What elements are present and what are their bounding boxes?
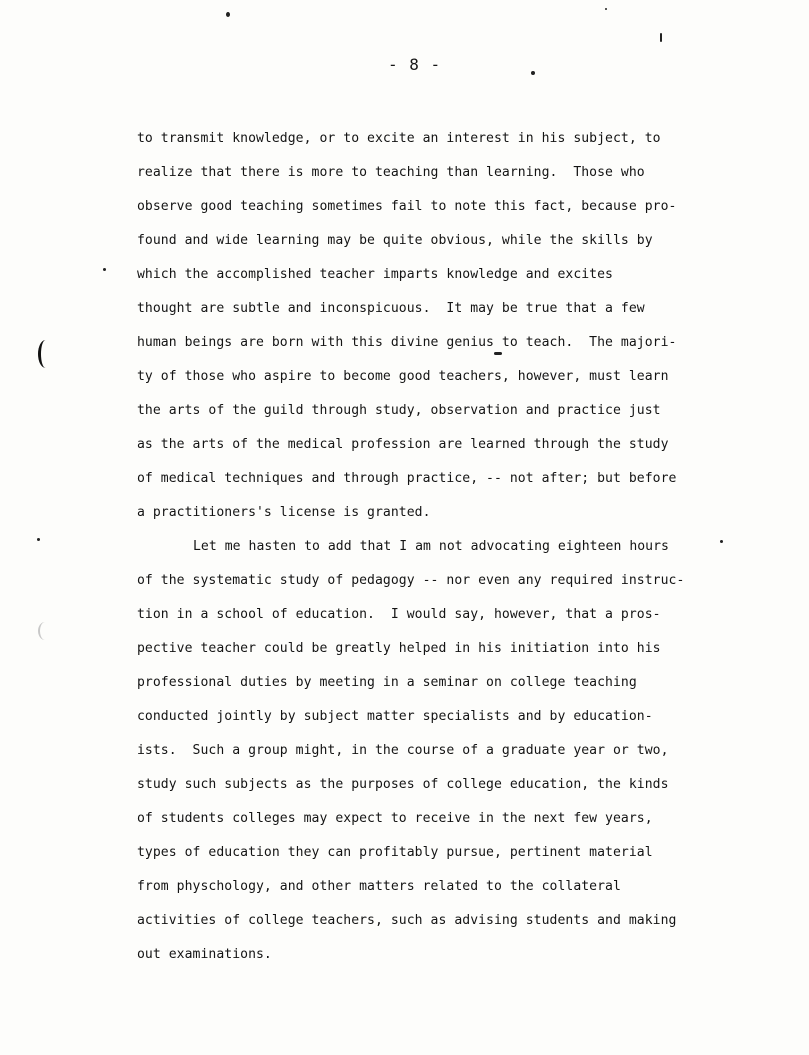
paragraph-1 (137, 122, 737, 530)
text-line: from physchology, and other matters related to the collateral (137, 879, 621, 894)
text-line: of students colleges may expect to receive in the next few years, (137, 811, 653, 826)
text-line: as the arts of the medical profession are learned through the study (137, 437, 669, 452)
scan-speck (226, 12, 230, 17)
text-line: conducted jointly by subject matter specialists and by education- (137, 709, 653, 724)
text-line: study such subjects as the purposes of college education, the kinds (137, 777, 669, 792)
text-line: realize that there is more to teaching than learning. Those who (137, 165, 645, 180)
text-line: human beings are born with this divine genius to teach. The majori- (137, 335, 677, 350)
text-line: types of education they can profitably pursue, pertinent material (137, 845, 653, 860)
text-line: activities of college teachers, such as advising students and making (137, 913, 677, 928)
text-line: a practitioners's license is granted. (137, 505, 431, 520)
text-line: the arts of the guild through study, observation and practice just (137, 403, 661, 418)
margin-mark-faint (38, 622, 52, 640)
text-line: of medical techniques and through practice, -- not after; but before (137, 471, 677, 486)
document-body (137, 122, 737, 972)
text-line: to transmit knowledge, or to excite an interest in his subject, to (137, 131, 661, 146)
paragraph-2 (137, 530, 737, 972)
text-line: thought are subtle and inconspicuous. It may be true that a few (137, 301, 645, 316)
scan-speck (103, 268, 106, 271)
scan-speck (37, 538, 40, 541)
text-line: tion in a school of education. I would say, however, that a pros- (137, 607, 661, 622)
scan-speck (605, 8, 607, 10)
text-line: Let me hasten to add that I am not advocating eighteen hours (193, 539, 669, 554)
text-line: which the accomplished teacher imparts knowledge and excites (137, 267, 613, 282)
text-line: out examinations. (137, 947, 272, 962)
text-line: ists. Such a group might, in the course of a graduate year or two, (137, 743, 669, 758)
text-line: observe good teaching sometimes fail to note this fact, because pro- (137, 199, 677, 214)
margin-mark (38, 340, 53, 368)
page-number: - 8 - (388, 55, 442, 74)
text-line: ty of those who aspire to become good teachers, however, must learn (137, 369, 669, 384)
text-line: pective teacher could be greatly helped in his initiation into his (137, 641, 661, 656)
text-line: of the systematic study of pedagogy -- nor even any required instruc- (137, 573, 685, 588)
text-line: professional duties by meeting in a seminar on college teaching (137, 675, 637, 690)
text-line: found and wide learning may be quite obvious, while the skills by (137, 233, 653, 248)
scan-speck (531, 71, 535, 75)
scan-speck (660, 33, 662, 42)
